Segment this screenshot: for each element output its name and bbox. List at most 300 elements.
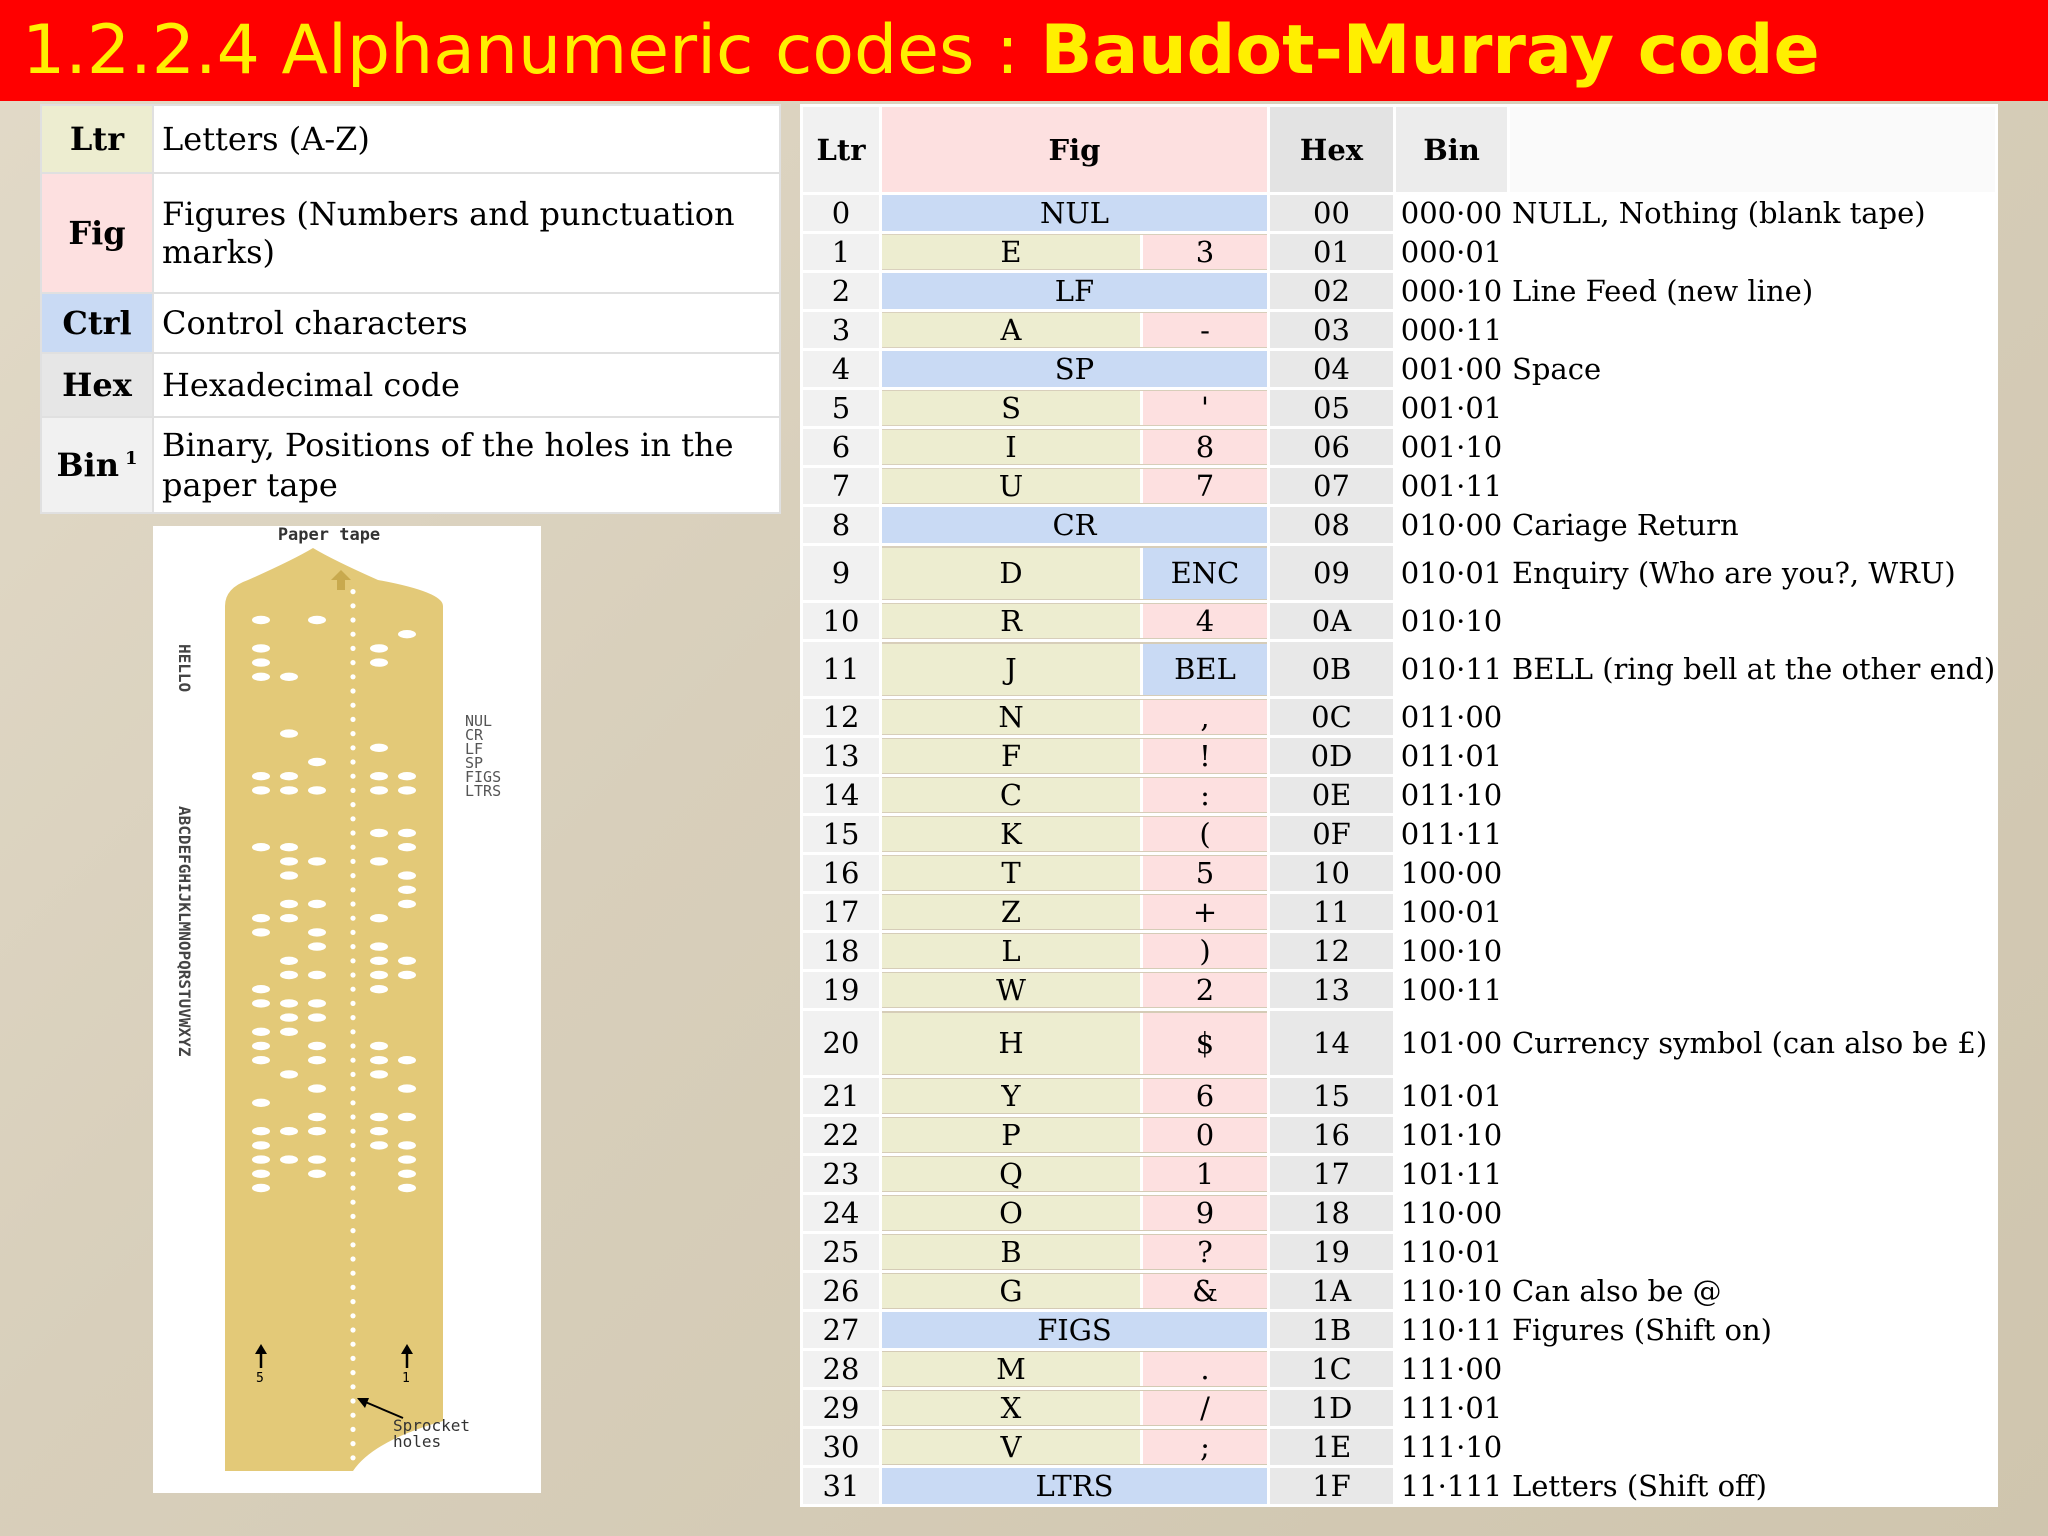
code-number: 4: [802, 350, 881, 389]
code-number: 31: [802, 1467, 881, 1506]
description: [1509, 737, 1997, 776]
tape-hole: [308, 900, 326, 908]
tape-alphabet-label: ABCDEFGHIJKLMNOPQRSTUVWXYZ: [175, 806, 194, 1057]
character-cell: [881, 428, 1269, 467]
hex-code: 01: [1269, 233, 1395, 272]
hex-code: 00: [1269, 194, 1395, 233]
tape-strip: [225, 548, 443, 1471]
sprocket-hole: [350, 873, 355, 878]
table-body: [802, 194, 1997, 1506]
table-row: [802, 893, 1997, 932]
figure-char: ;: [1143, 1430, 1267, 1464]
tape-hole: [252, 1170, 270, 1178]
hex-code: 08: [1269, 506, 1395, 545]
code-number: 10: [802, 602, 881, 641]
binary-code: 000·10: [1395, 272, 1509, 311]
table-row: [802, 1467, 1997, 1506]
binary-code: 111·01: [1395, 1389, 1509, 1428]
description: Can also be @: [1509, 1272, 1997, 1311]
tape-hole: [398, 900, 416, 908]
tape-hole: [252, 673, 270, 681]
tape-hole: [280, 971, 298, 979]
figure-char: $: [1143, 1013, 1267, 1074]
letter-char: Z: [882, 895, 1143, 929]
character-cell: [881, 854, 1269, 893]
sprocket-hole: [350, 1015, 355, 1020]
code-number: 17: [802, 893, 881, 932]
code-number: 11: [802, 641, 881, 698]
hex-code: 04: [1269, 350, 1395, 389]
tape-hole: [370, 744, 388, 752]
binary-code: 010·10: [1395, 602, 1509, 641]
description: [1509, 698, 1997, 737]
tape-hole: [252, 658, 270, 666]
sprocket-label: Sprocket: [393, 1416, 471, 1435]
code-number: 30: [802, 1428, 881, 1467]
letter-char: F: [882, 739, 1143, 773]
table-row: [802, 1389, 1997, 1428]
table-row: [802, 428, 1997, 467]
code-number: 20: [802, 1010, 881, 1077]
character-cell: [881, 815, 1269, 854]
binary-code: 001·10: [1395, 428, 1509, 467]
description: [1509, 1116, 1997, 1155]
sprocket-hole: [350, 717, 355, 722]
code-number: 18: [802, 932, 881, 971]
sprocket-hole: [350, 1214, 355, 1219]
description: [1509, 1077, 1997, 1116]
code-number: 7: [802, 467, 881, 506]
table-row: [802, 932, 1997, 971]
tape-hole: [308, 758, 326, 766]
description: [1509, 467, 1997, 506]
character-cell: [881, 932, 1269, 971]
figure-char: 8: [1143, 430, 1267, 464]
sprocket-hole: [350, 788, 355, 793]
description: [1509, 602, 1997, 641]
character-cell: [881, 467, 1269, 506]
figure-char: ): [1143, 934, 1267, 968]
tape-hole: [370, 644, 388, 652]
tape-hole: [398, 772, 416, 780]
binary-code: 001·11: [1395, 467, 1509, 506]
tape-hole: [308, 1113, 326, 1121]
table-row: [802, 272, 1997, 311]
description: [1509, 1389, 1997, 1428]
tape-hole: [280, 1013, 298, 1021]
sprocket-hole: [350, 1285, 355, 1290]
code-number: 15: [802, 815, 881, 854]
tape-hole: [398, 1084, 416, 1092]
tape-hole: [370, 914, 388, 922]
hex-code: 0F: [1269, 815, 1395, 854]
tape-hole: [252, 786, 270, 794]
tape-hole: [398, 843, 416, 851]
legend-row: [41, 293, 780, 353]
hex-code: 05: [1269, 389, 1395, 428]
tape-hole: [370, 1141, 388, 1149]
sprocket-hole: [350, 603, 355, 608]
legend-key: Ctrl: [41, 293, 153, 353]
hex-code: 03: [1269, 311, 1395, 350]
tape-hole: [280, 673, 298, 681]
sprocket-hole: [350, 703, 355, 708]
tape-hole: [280, 914, 298, 922]
header-fig: Fig: [881, 106, 1269, 194]
hex-code: 14: [1269, 1010, 1395, 1077]
tape-control-label: SP: [465, 754, 484, 772]
tape-hole: [308, 1056, 326, 1064]
letter-char: H: [882, 1013, 1143, 1074]
tape-hole: [308, 786, 326, 794]
sprocket-hole: [350, 1072, 355, 1077]
figure-char: 7: [1143, 469, 1267, 503]
tape-hole: [252, 1141, 270, 1149]
sprocket-hole: [350, 759, 355, 764]
tape-hole: [370, 857, 388, 865]
letter-char: G: [882, 1274, 1143, 1308]
character-cell: [881, 1077, 1269, 1116]
code-number: 0: [802, 194, 881, 233]
header-hex: Hex: [1269, 106, 1395, 194]
table-row: [802, 1272, 1997, 1311]
tape-hole: [308, 1170, 326, 1178]
tape-control-label: LF: [465, 740, 484, 758]
description: Enquiry (Who are you?, WRU): [1509, 545, 1997, 602]
binary-code: 110·01: [1395, 1233, 1509, 1272]
sprocket-hole: [350, 859, 355, 864]
tape-hole: [370, 658, 388, 666]
character-cell: [881, 1116, 1269, 1155]
tape-hole: [398, 630, 416, 638]
description: Letters (Shift off): [1509, 1467, 1997, 1506]
binary-code: 101·00: [1395, 1010, 1509, 1077]
table-row: [802, 698, 1997, 737]
tape-hole: [308, 616, 326, 624]
sprocket-hole: [350, 632, 355, 637]
description: Currency symbol (can also be £): [1509, 1010, 1997, 1077]
code-number: 29: [802, 1389, 881, 1428]
header-row: [802, 106, 1997, 194]
position-label-1: 1: [402, 1371, 410, 1386]
tape-hole: [398, 1155, 416, 1163]
letter-char: P: [882, 1118, 1143, 1152]
letter-char: L: [882, 934, 1143, 968]
tape-hole: [398, 1141, 416, 1149]
code-number: 6: [802, 428, 881, 467]
character-cell: [881, 602, 1269, 641]
tape-hole: [308, 999, 326, 1007]
tape-title: Paper tape: [277, 526, 381, 545]
tape-hole: [280, 957, 298, 965]
tape-hole: [280, 772, 298, 780]
header-bin: Bin: [1395, 106, 1509, 194]
tape-hole: [252, 985, 270, 993]
figure-char: (: [1143, 817, 1267, 851]
binary-code: 110·10: [1395, 1272, 1509, 1311]
binary-code: 011·00: [1395, 698, 1509, 737]
sprocket-hole: [350, 1129, 355, 1134]
table-row: [802, 1311, 1997, 1350]
tape-hole: [398, 786, 416, 794]
tape-hole: [308, 928, 326, 936]
binary-code: 000·01: [1395, 233, 1509, 272]
description: [1509, 1428, 1997, 1467]
description: [1509, 1350, 1997, 1389]
paper-tape-figure: [153, 526, 541, 1493]
binary-code: 111·00: [1395, 1350, 1509, 1389]
letter-char: O: [882, 1196, 1143, 1230]
tape-hole: [252, 1056, 270, 1064]
figure-char: 2: [1143, 973, 1267, 1007]
tape-hole: [370, 1113, 388, 1121]
binary-code: 001·00: [1395, 350, 1509, 389]
tape-hole: [252, 914, 270, 922]
character-cell: [881, 737, 1269, 776]
character-cell: [881, 1155, 1269, 1194]
binary-code: 11·111: [1395, 1467, 1509, 1506]
description: [1509, 311, 1997, 350]
tape-hole: [252, 843, 270, 851]
tape-hole: [252, 1184, 270, 1192]
binary-code: 000·00: [1395, 194, 1509, 233]
table-row: [802, 233, 1997, 272]
tape-hole: [252, 1127, 270, 1135]
character-cell: [881, 641, 1269, 698]
tape-hole: [252, 1028, 270, 1036]
sprocket-hole: [350, 1384, 355, 1389]
sprocket-hole: [350, 887, 355, 892]
sprocket-hole: [350, 916, 355, 921]
letter-char: B: [882, 1235, 1143, 1269]
table-row: [802, 641, 1997, 698]
sprocket-hole: [350, 1441, 355, 1446]
tape-hole: [398, 829, 416, 837]
letter-char: R: [882, 604, 1143, 638]
control-char: LF: [881, 272, 1269, 311]
description: [1509, 893, 1997, 932]
sprocket-hole: [350, 731, 355, 736]
figure-char: /: [1143, 1391, 1267, 1425]
code-number: 1: [802, 233, 881, 272]
tape-hole: [370, 985, 388, 993]
control-char: CR: [881, 506, 1269, 545]
character-cell: [881, 1194, 1269, 1233]
code-number: 8: [802, 506, 881, 545]
character-cell: [881, 311, 1269, 350]
header-desc: [1509, 106, 1997, 194]
title-prefix: 1.2.2.4 Alphanumeric codes :: [22, 11, 1041, 90]
table-row: [802, 737, 1997, 776]
sprocket-hole: [350, 930, 355, 935]
sprocket-hole: [350, 1398, 355, 1403]
tape-hole: [252, 772, 270, 780]
hex-code: 10: [1269, 854, 1395, 893]
sprocket-hole: [350, 1001, 355, 1006]
table-row: [802, 815, 1997, 854]
letter-char: Q: [882, 1157, 1143, 1191]
legend-row: [41, 417, 780, 513]
character-cell: [881, 1389, 1269, 1428]
figure-char: 4: [1143, 604, 1267, 638]
table-row: [802, 389, 1997, 428]
control-char: FIGS: [881, 1311, 1269, 1350]
figure-control-char: ENC: [1143, 548, 1267, 599]
table-row: [802, 1077, 1997, 1116]
character-cell: [881, 389, 1269, 428]
legend-key: Fig: [41, 173, 153, 293]
legend-desc: Hexadecimal code: [153, 353, 780, 417]
tape-hole: [308, 1155, 326, 1163]
figure-char: &: [1143, 1274, 1267, 1308]
sprocket-hole: [350, 1043, 355, 1048]
hex-code: 09: [1269, 545, 1395, 602]
binary-code: 110·11: [1395, 1311, 1509, 1350]
sprocket-hole: [350, 802, 355, 807]
code-number: 27: [802, 1311, 881, 1350]
figure-char: :: [1143, 778, 1267, 812]
figure-char: 6: [1143, 1079, 1267, 1113]
figure-char: ': [1143, 391, 1267, 425]
code-number: 19: [802, 971, 881, 1010]
sprocket-hole: [350, 1114, 355, 1119]
sprocket-hole: [350, 987, 355, 992]
tape-hole: [398, 1184, 416, 1192]
binary-code: 011·10: [1395, 776, 1509, 815]
legend-row: [41, 105, 780, 173]
sprocket-hole: [350, 1228, 355, 1233]
code-number: 28: [802, 1350, 881, 1389]
tape-hole: [308, 1084, 326, 1092]
tape-control-label: CR: [465, 726, 484, 744]
legend-desc: Figures (Numbers and punctuation marks): [153, 173, 780, 293]
tape-control-label: LTRS: [465, 782, 502, 800]
tape-hole: [280, 729, 298, 737]
hex-code: 0A: [1269, 602, 1395, 641]
figure-char: 5: [1143, 856, 1267, 890]
sprocket-hole: [350, 1299, 355, 1304]
description: [1509, 854, 1997, 893]
sprocket-hole: [350, 674, 355, 679]
sprocket-hole: [350, 1029, 355, 1034]
description: [1509, 1155, 1997, 1194]
tape-hole: [280, 786, 298, 794]
tape-hole: [252, 999, 270, 1007]
sprocket-hole: [350, 745, 355, 750]
legend-desc: Letters (A-Z): [153, 105, 780, 173]
table-row: [802, 506, 1997, 545]
figure-char: +: [1143, 895, 1267, 929]
letter-char: A: [882, 313, 1143, 347]
binary-code: 100·01: [1395, 893, 1509, 932]
tape-hole: [252, 1042, 270, 1050]
tape-hole: [280, 1155, 298, 1163]
sprocket-hole: [350, 1356, 355, 1361]
tape-hole: [280, 1028, 298, 1036]
binary-code: 100·00: [1395, 854, 1509, 893]
sprocket-hole: [350, 774, 355, 779]
character-cell: [881, 776, 1269, 815]
sprocket-hole: [350, 1427, 355, 1432]
description: Line Feed (new line): [1509, 272, 1997, 311]
tape-hole: [308, 857, 326, 865]
code-number: 14: [802, 776, 881, 815]
table-row: [802, 602, 1997, 641]
description: [1509, 233, 1997, 272]
legend-row: [41, 353, 780, 417]
code-number: 26: [802, 1272, 881, 1311]
table-row: [802, 194, 1997, 233]
sprocket-hole: [350, 1413, 355, 1418]
feed-arrow-shaft: [337, 580, 345, 590]
description: [1509, 1194, 1997, 1233]
code-number: 2: [802, 272, 881, 311]
code-number: 5: [802, 389, 881, 428]
hex-code: 15: [1269, 1077, 1395, 1116]
code-number: 22: [802, 1116, 881, 1155]
hex-code: 0D: [1269, 737, 1395, 776]
legend-key: [41, 417, 153, 513]
character-cell: [881, 545, 1269, 602]
binary-code: 000·11: [1395, 311, 1509, 350]
binary-code: 110·00: [1395, 1194, 1509, 1233]
tape-hole: [252, 928, 270, 936]
figure-char: -: [1143, 313, 1267, 347]
letter-char: M: [882, 1352, 1143, 1386]
sprocket-hole: [350, 1157, 355, 1162]
table-row: [802, 350, 1997, 389]
table-row: [802, 545, 1997, 602]
hex-code: 12: [1269, 932, 1395, 971]
tape-hole: [280, 1127, 298, 1135]
figure-char: 3: [1143, 235, 1267, 269]
slide-title: [0, 0, 2048, 101]
description: [1509, 389, 1997, 428]
letter-char: W: [882, 973, 1143, 1007]
sprocket-hole: [350, 617, 355, 622]
tape-hole: [398, 1113, 416, 1121]
sprocket-hole: [350, 1455, 355, 1460]
binary-code: 010·11: [1395, 641, 1509, 698]
character-cell: [881, 971, 1269, 1010]
binary-code: 111·10: [1395, 1428, 1509, 1467]
table-row: [802, 1233, 1997, 1272]
hex-code: 18: [1269, 1194, 1395, 1233]
description: Space: [1509, 350, 1997, 389]
control-char: NUL: [881, 194, 1269, 233]
sprocket-hole: [350, 1256, 355, 1261]
figure-char: ?: [1143, 1235, 1267, 1269]
binary-code: 101·10: [1395, 1116, 1509, 1155]
hex-code: 19: [1269, 1233, 1395, 1272]
hex-code: 16: [1269, 1116, 1395, 1155]
table-row: [802, 1428, 1997, 1467]
table-row: [802, 467, 1997, 506]
sprocket-hole: [350, 958, 355, 963]
sprocket-hole: [350, 1100, 355, 1105]
binary-code: 101·01: [1395, 1077, 1509, 1116]
figure-control-char: BEL: [1143, 644, 1267, 695]
hex-code: 02: [1269, 272, 1395, 311]
control-char: LTRS: [881, 1467, 1269, 1506]
binary-code: 001·01: [1395, 389, 1509, 428]
tape-hole: [308, 1042, 326, 1050]
tape-hole: [370, 1056, 388, 1064]
tape-word-label: HELLO: [175, 644, 194, 693]
binary-code: 011·01: [1395, 737, 1509, 776]
character-cell: [881, 698, 1269, 737]
tape-hole: [308, 971, 326, 979]
